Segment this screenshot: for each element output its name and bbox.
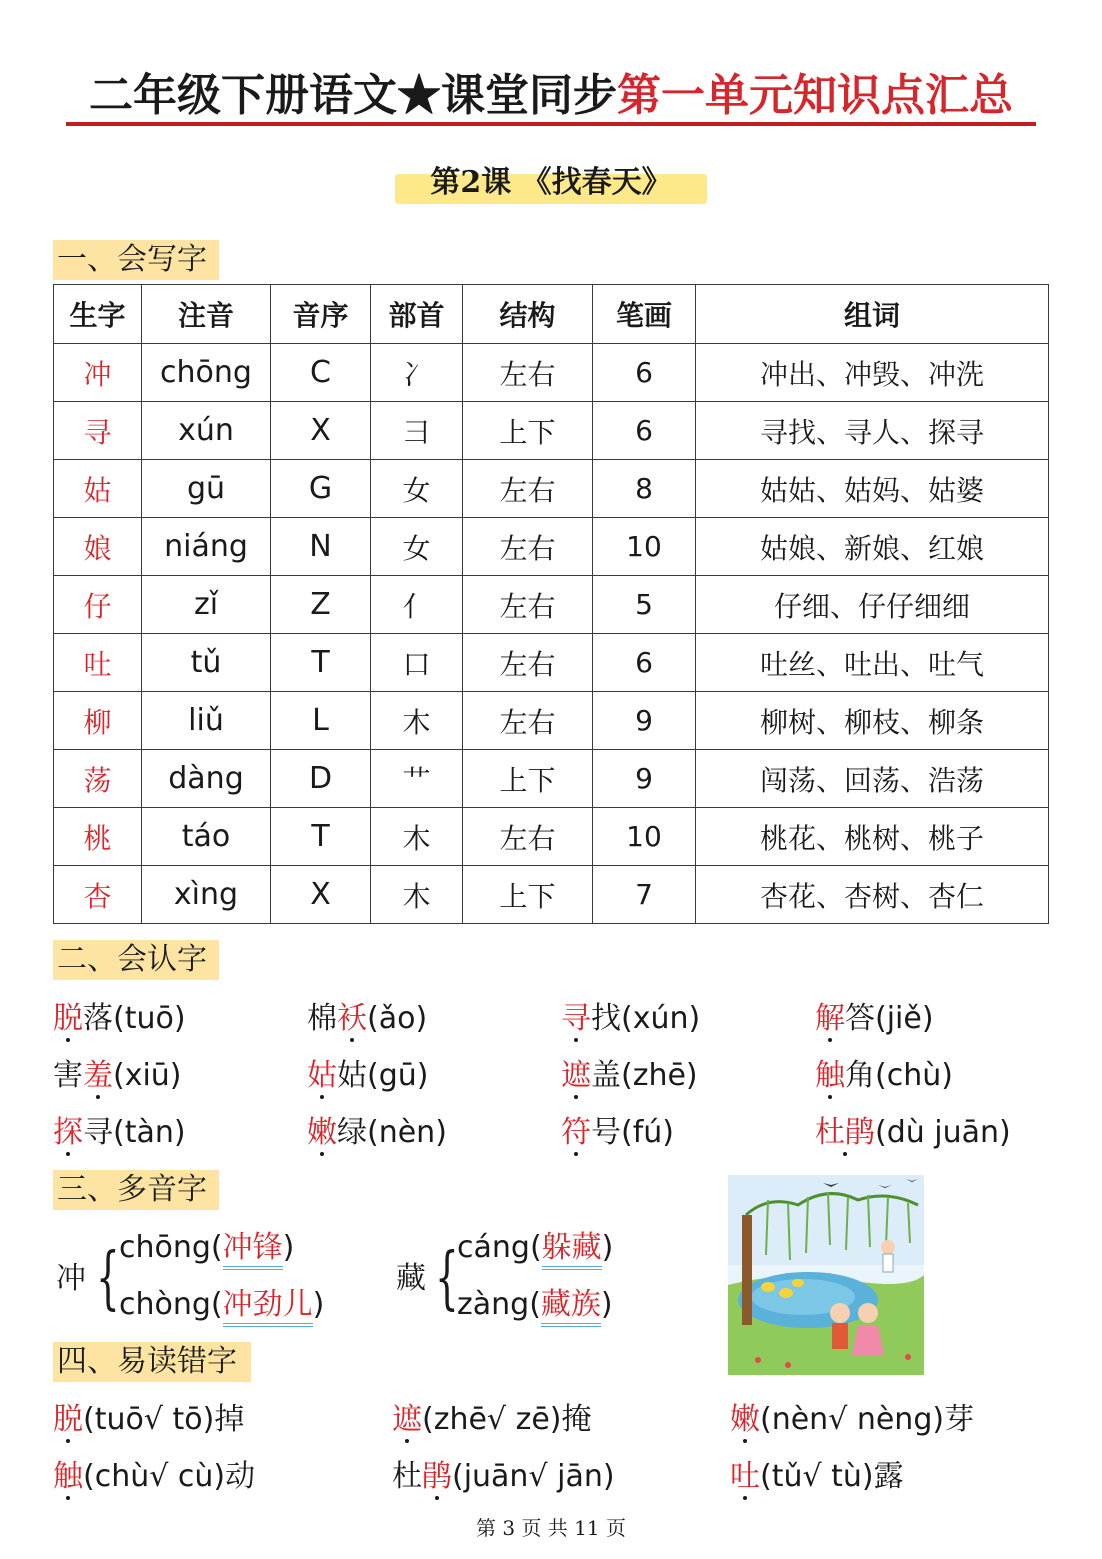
word-py: (chù) (875, 1058, 953, 1093)
cell-pinyin: gū (142, 460, 271, 518)
table-header-cell: 笔画 (593, 285, 696, 344)
reading-pinyin: zàng (457, 1287, 530, 1322)
misread-word (730, 1457, 904, 1497)
polyphone-reading (119, 1228, 294, 1268)
reading-example: 冲锋 (223, 1230, 283, 1270)
cell-words: 闯荡、回荡、浩荡 (696, 750, 1049, 808)
word-red: 羞 (83, 1058, 113, 1093)
table-row (54, 344, 1049, 402)
reading-pinyin: chòng (119, 1287, 211, 1322)
cell-character: 吐 (54, 634, 142, 692)
cell-initial: T (271, 634, 371, 692)
cell-words: 寻找、寻人、探寻 (696, 402, 1049, 460)
brace-icon: { (96, 1239, 120, 1318)
word-post: 落 (83, 1001, 113, 1036)
reading-example: 冲劲儿 (223, 1287, 313, 1327)
misread-red: 鹃 (422, 1459, 452, 1494)
word-py: (gū) (367, 1058, 429, 1093)
table-row (54, 576, 1049, 634)
cell-character: 姑 (54, 460, 142, 518)
cell-words: 杏花、杏树、杏仁 (696, 866, 1049, 924)
word-py: (xiū) (113, 1058, 182, 1093)
misread-red: 触 (53, 1459, 83, 1494)
polyphone-char-text: 冲 (56, 1261, 86, 1296)
cell-character: 柳 (54, 692, 142, 750)
lesson-title-text: 第2课 《找春天》 (430, 165, 672, 200)
cell-radical: 口 (371, 634, 463, 692)
misread-word (53, 1400, 244, 1440)
word-red: 触 (815, 1058, 845, 1093)
page-title-text (66, 66, 1036, 126)
cell-radical: 艹 (371, 750, 463, 808)
misread-py: (juān√ jān) (452, 1459, 615, 1494)
cell-words: 柳树、柳枝、柳条 (696, 692, 1049, 750)
cell-initial: X (271, 866, 371, 924)
word-pre: 棉 (307, 1001, 337, 1036)
cell-pinyin: chōng (142, 344, 271, 402)
cell-pinyin: niáng (142, 518, 271, 576)
cell-structure: 上下 (463, 750, 593, 808)
word-post: 寻 (83, 1115, 113, 1150)
brace-icon: { (435, 1239, 459, 1318)
misread-post: 掉 (214, 1402, 245, 1437)
cell-initial: T (271, 808, 371, 866)
misread-red: 嫩 (730, 1402, 760, 1437)
table-row (54, 750, 1049, 808)
table-row (54, 634, 1049, 692)
word-red: 解 (815, 1001, 845, 1036)
cell-strokes: 6 (593, 344, 696, 402)
misread-word (392, 1457, 615, 1497)
cell-strokes: 9 (593, 692, 696, 750)
polyphone-reading (457, 1285, 613, 1325)
recognize-word (307, 1113, 447, 1153)
word-red: 寻 (561, 1001, 591, 1036)
misread-post: 露 (873, 1459, 904, 1494)
word-py: (fú) (621, 1115, 674, 1150)
misread-red: 吐 (730, 1459, 760, 1494)
cell-initial: N (271, 518, 371, 576)
polyphone-reading (457, 1228, 613, 1268)
word-py: (zhē) (621, 1058, 698, 1093)
title-black-part: 二年级下册语文★课堂同步 (89, 70, 617, 121)
table-row (54, 808, 1049, 866)
paren-open: ( (529, 1230, 542, 1265)
paren-close: ) (282, 1230, 295, 1265)
table-header-cell: 结构 (463, 285, 593, 344)
recognize-word (561, 1113, 674, 1153)
cell-radical: 木 (371, 866, 463, 924)
table-header-cell: 音序 (271, 285, 371, 344)
cell-strokes: 6 (593, 402, 696, 460)
word-py: (tuō) (113, 1001, 186, 1036)
recognize-word (815, 1056, 953, 1096)
cell-character: 娘 (54, 518, 142, 576)
misread-py: (tǔ√ tù) (760, 1459, 874, 1494)
spring-illustration (728, 1175, 924, 1375)
cell-character: 桃 (54, 808, 142, 866)
cell-character: 冲 (54, 344, 142, 402)
cell-character: 寻 (54, 402, 142, 460)
cell-initial: L (271, 692, 371, 750)
word-post: 绿 (337, 1115, 367, 1150)
word-py: (xún) (621, 1001, 701, 1036)
cell-structure: 左右 (463, 692, 593, 750)
recognize-word (815, 999, 934, 1039)
recognize-word (53, 1056, 182, 1096)
section-heading-text: 三、多音字 (57, 1172, 207, 1207)
polyphone-char (396, 1259, 426, 1299)
word-post: 答 (845, 1001, 875, 1036)
cell-strokes: 9 (593, 750, 696, 808)
recognize-word (561, 999, 700, 1039)
word-pre: 害 (53, 1058, 83, 1093)
misread-py: (tuō√ tō) (83, 1402, 215, 1437)
cell-initial: D (271, 750, 371, 808)
cell-structure: 左右 (463, 634, 593, 692)
cell-words: 桃花、桃树、桃子 (696, 808, 1049, 866)
cell-words: 姑姑、姑妈、姑婆 (696, 460, 1049, 518)
word-py: (dù juān) (875, 1115, 1011, 1150)
table-row (54, 402, 1049, 460)
table-row (54, 460, 1049, 518)
misread-red: 遮 (392, 1402, 422, 1437)
word-post: 角 (845, 1058, 875, 1093)
word-post: 盖 (591, 1058, 621, 1093)
cell-strokes: 6 (593, 634, 696, 692)
table-header-cell: 注音 (142, 285, 271, 344)
paren-open: ( (210, 1230, 223, 1265)
misread-word (392, 1400, 591, 1440)
cell-pinyin: liǔ (142, 692, 271, 750)
word-post: 姑 (337, 1058, 367, 1093)
reading-example: 藏族 (541, 1287, 601, 1327)
cell-strokes: 10 (593, 518, 696, 576)
recognize-word (561, 1056, 698, 1096)
paren-open: ( (529, 1287, 541, 1322)
table-row (54, 692, 1049, 750)
word-py: (nèn) (367, 1115, 447, 1150)
misread-red: 脱 (53, 1402, 83, 1437)
cell-radical: 亻 (371, 576, 463, 634)
paren-close: ) (601, 1230, 614, 1265)
reading-example: 躲藏 (542, 1230, 602, 1270)
cell-radical: 冫 (371, 344, 463, 402)
page-title (66, 66, 1036, 126)
recognize-word (307, 1056, 428, 1096)
cell-structure: 左右 (463, 576, 593, 634)
word-py: (ǎo) (367, 1001, 428, 1036)
table-header-cell: 生字 (54, 285, 142, 344)
word-red: 遮 (561, 1058, 591, 1093)
section-heading-text: 二、会认字 (57, 942, 207, 977)
reading-pinyin: chōng (119, 1230, 211, 1265)
cell-structure: 左右 (463, 518, 593, 576)
cell-radical: 女 (371, 460, 463, 518)
cell-words: 吐丝、吐出、吐气 (696, 634, 1049, 692)
word-red: 杜鹃 (815, 1115, 875, 1150)
misread-word (730, 1400, 974, 1440)
cell-strokes: 10 (593, 808, 696, 866)
cell-pinyin: tǔ (142, 634, 271, 692)
polyphone-char (56, 1259, 86, 1299)
paren-close: ) (600, 1287, 613, 1322)
word-post: 找 (591, 1001, 621, 1036)
section-heading-text: 四、易读错字 (57, 1344, 237, 1379)
word-red: 嫩 (307, 1115, 337, 1150)
title-red-part: 第一单元知识点汇总 (617, 70, 1013, 121)
section-heading-text: 一、会写字 (57, 242, 207, 277)
cell-strokes: 8 (593, 460, 696, 518)
word-red: 姑 (307, 1058, 337, 1093)
misread-word (53, 1457, 255, 1497)
cell-pinyin: xìng (142, 866, 271, 924)
cell-initial: X (271, 402, 371, 460)
misread-py: (chù√ cù) (83, 1459, 226, 1494)
misread-pre: 杜 (392, 1459, 422, 1494)
recognize-word (53, 999, 186, 1039)
misread-post: 掩 (561, 1402, 592, 1437)
cell-radical: 女 (371, 518, 463, 576)
cell-words: 姑娘、新娘、红娘 (696, 518, 1049, 576)
cell-pinyin: zǐ (142, 576, 271, 634)
cell-strokes: 7 (593, 866, 696, 924)
table-row (54, 866, 1049, 924)
cell-structure: 上下 (463, 402, 593, 460)
table-header-row (54, 285, 1049, 344)
recognize-word (307, 999, 427, 1039)
lesson-title (395, 160, 707, 206)
cell-structure: 左右 (463, 460, 593, 518)
table-header-cell: 组词 (696, 285, 1049, 344)
paren-open: ( (210, 1287, 223, 1322)
spring-illustration-image (728, 1175, 924, 1375)
page-number: 第 3 页 共 11 页 (476, 1516, 626, 1540)
character-table (53, 284, 1049, 924)
word-post: 号 (591, 1115, 621, 1150)
recognize-word (53, 1113, 186, 1153)
cell-initial: C (271, 344, 371, 402)
cell-initial: Z (271, 576, 371, 634)
word-red: 符 (561, 1115, 591, 1150)
cell-character: 荡 (54, 750, 142, 808)
misread-post: 动 (225, 1459, 256, 1494)
cell-radical: 木 (371, 808, 463, 866)
title-underline (66, 122, 1036, 126)
word-red: 探 (53, 1115, 83, 1150)
cell-strokes: 5 (593, 576, 696, 634)
cell-radical: 彐 (371, 402, 463, 460)
cell-words: 冲出、冲毁、冲洗 (696, 344, 1049, 402)
misread-post: 芽 (944, 1402, 975, 1437)
misread-py: (nèn√ nèng) (760, 1402, 945, 1437)
recognize-word (815, 1113, 1011, 1153)
cell-character: 仔 (54, 576, 142, 634)
cell-initial: G (271, 460, 371, 518)
cell-character: 杏 (54, 866, 142, 924)
word-red: 袄 (337, 1001, 367, 1036)
cell-structure: 左右 (463, 808, 593, 866)
cell-pinyin: dàng (142, 750, 271, 808)
word-red: 脱 (53, 1001, 83, 1036)
polyphone-char-text: 藏 (396, 1261, 426, 1296)
cell-structure: 左右 (463, 344, 593, 402)
cell-radical: 木 (371, 692, 463, 750)
polyphone-reading (119, 1285, 324, 1325)
cell-pinyin: táo (142, 808, 271, 866)
table-header-cell: 部首 (371, 285, 463, 344)
table-row (54, 518, 1049, 576)
cell-pinyin: xún (142, 402, 271, 460)
word-py: (tàn) (113, 1115, 186, 1150)
paren-close: ) (312, 1287, 325, 1322)
cell-structure: 上下 (463, 866, 593, 924)
misread-py: (zhē√ zē) (422, 1402, 562, 1437)
word-py: (jiě) (875, 1001, 934, 1036)
reading-pinyin: cáng (457, 1230, 530, 1265)
cell-words: 仔细、仔仔细细 (696, 576, 1049, 634)
